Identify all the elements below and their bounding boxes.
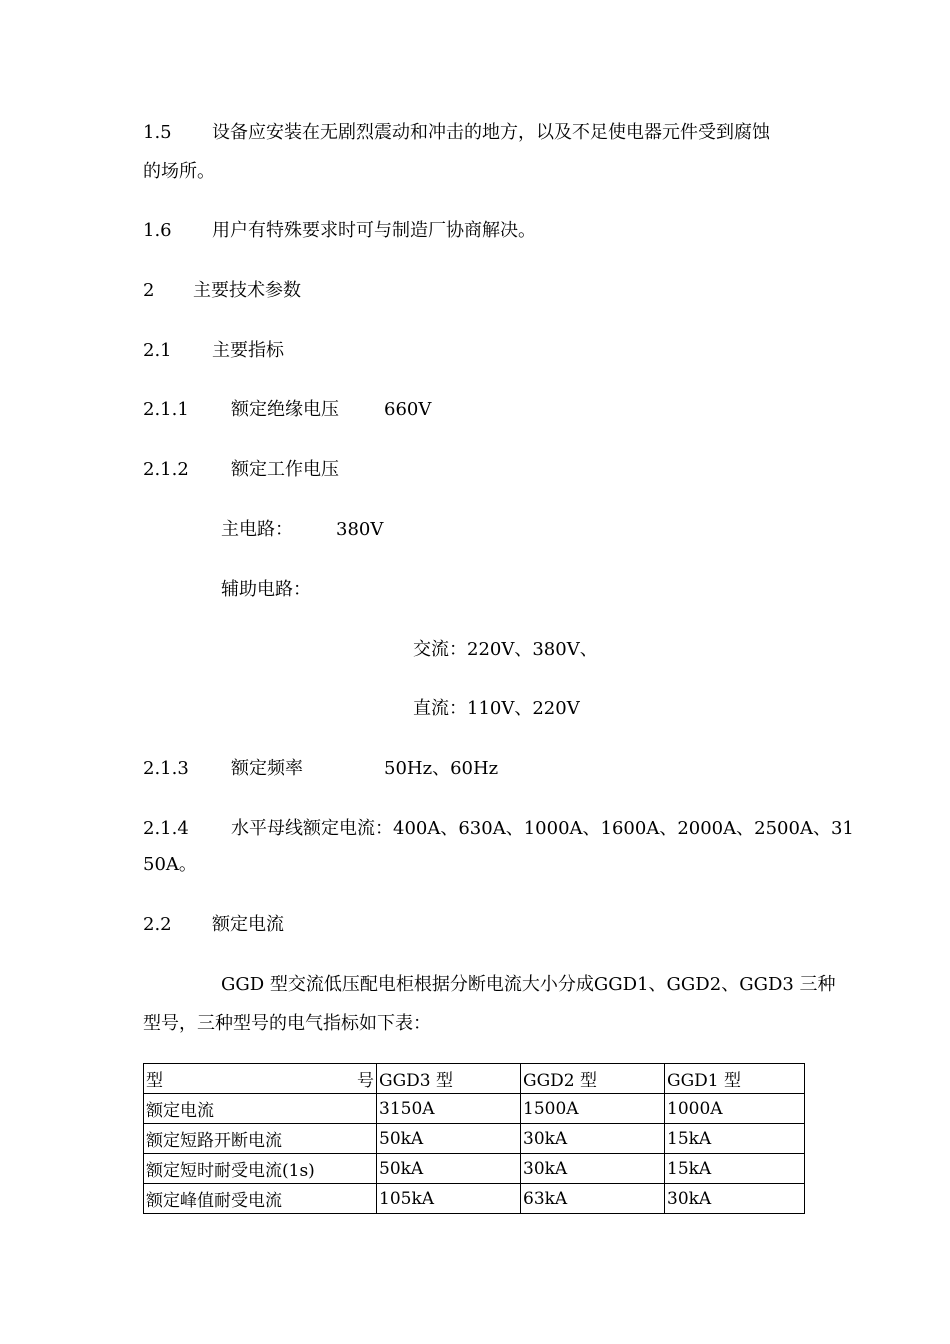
section-2-1-4-text: 水平母线额定电流：400A、630A、1000A、1600A、2000A、2500A、31 <box>231 818 854 839</box>
section-2-heading: 主要技术参数 <box>193 280 301 301</box>
table-row <box>144 1154 805 1184</box>
section-2-1-4-text-continued: 50A。 <box>143 854 197 875</box>
header-right-label: 号 <box>357 1071 374 1091</box>
table-cell: 1000A <box>665 1094 805 1124</box>
header-ggd3: GGD3 型 <box>377 1064 521 1094</box>
row-label: 额定峰值耐受电流 <box>144 1184 377 1214</box>
section-2-1-heading: 主要指标 <box>212 340 284 361</box>
section-2-1-1-value: 660V <box>384 399 432 420</box>
table-cell: 50kA <box>377 1154 521 1184</box>
section-number: 1.5 <box>143 122 172 143</box>
header-left-label: 型 <box>146 1071 163 1091</box>
table-cell: 105kA <box>377 1184 521 1214</box>
section-2-1-3-number: 2.1.3 <box>143 758 189 779</box>
row-label: 额定电流 <box>144 1094 377 1124</box>
dc-voltage-line: 直流：110V、220V <box>413 698 580 719</box>
main-circuit-label: 主电路： <box>221 519 293 540</box>
table-row <box>144 1124 805 1154</box>
section-2-number: 2 <box>143 280 155 301</box>
table-cell: 3150A <box>377 1094 521 1124</box>
section-2-2-number: 2.2 <box>143 914 172 935</box>
section-2-1-2-number: 2.1.2 <box>143 459 189 480</box>
aux-circuit-label: 辅助电路： <box>221 579 311 600</box>
section-2-1-3-value: 50Hz、60Hz <box>384 758 499 779</box>
table-cell: 30kA <box>665 1184 805 1214</box>
row-label: 额定短路开断电流 <box>144 1124 377 1154</box>
header-type-cell <box>144 1064 377 1094</box>
table-cell: 50kA <box>377 1124 521 1154</box>
paragraph-line-1: GGD 型交流低压配电柜根据分断电流大小分成GGD1、GGD2、GGD3 三种 <box>221 974 836 995</box>
table-cell: 1500A <box>521 1094 665 1124</box>
section-2-1-3-label: 额定频率 <box>231 758 303 779</box>
section-1-5-text: 设备应安装在无剧烈震动和冲击的地方，以及不足使电器元件受到腐蚀 <box>212 122 770 143</box>
spec-table <box>143 1063 805 1214</box>
table-row <box>144 1094 805 1124</box>
main-circuit-value: 380V <box>336 519 384 540</box>
section-2-1-1-number: 2.1.1 <box>143 399 189 420</box>
section-2-2-heading: 额定电流 <box>212 914 284 935</box>
table-header-row <box>144 1064 805 1094</box>
row-label: 额定短时耐受电流(1s) <box>144 1154 377 1184</box>
section-2-1-4-number: 2.1.4 <box>143 818 189 839</box>
section-1-6-number: 1.6 <box>143 220 172 241</box>
table-cell: 30kA <box>521 1124 665 1154</box>
section-2-1-1-label: 额定绝缘电压 <box>231 399 339 420</box>
header-ggd2: GGD2 型 <box>521 1064 665 1094</box>
section-2-1-2-label: 额定工作电压 <box>231 459 339 480</box>
paragraph-line-2: 型号，三种型号的电气指标如下表： <box>143 1013 431 1034</box>
section-1-5-text-continued: 的场所。 <box>143 161 215 182</box>
header-ggd1: GGD1 型 <box>665 1064 805 1094</box>
section-1-5 <box>143 121 172 145</box>
table-cell: 30kA <box>521 1154 665 1184</box>
table-cell: 15kA <box>665 1124 805 1154</box>
ac-voltage-line: 交流：220V、380V、 <box>413 639 598 660</box>
table-cell: 63kA <box>521 1184 665 1214</box>
section-1-6-text: 用户有特殊要求时可与制造厂协商解决。 <box>212 220 536 241</box>
table-row <box>144 1184 805 1214</box>
section-2-1-number: 2.1 <box>143 340 172 361</box>
table-cell: 15kA <box>665 1154 805 1184</box>
